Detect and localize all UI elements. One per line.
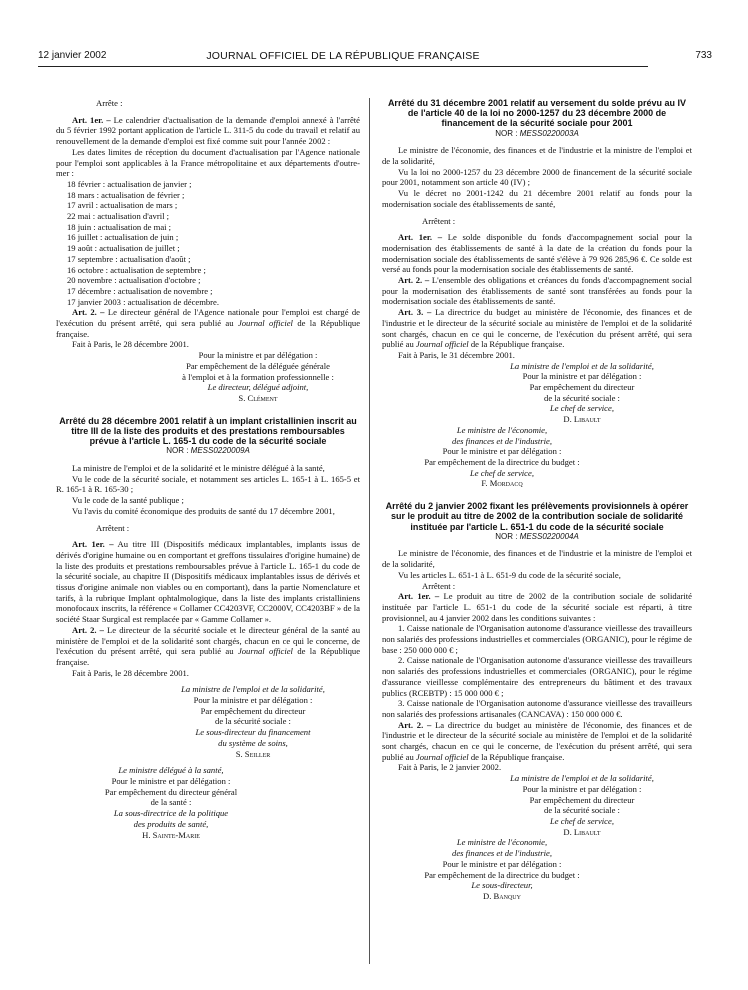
- list-item: 20 novembre : actualisation d'octobre ;: [67, 275, 201, 286]
- list-item: 16 octobre : actualisation de septembre ;: [67, 264, 206, 275]
- list-item: 18 mars : actualisation de février ;: [67, 189, 185, 200]
- page-header: [38, 50, 712, 67]
- nor-reference: NOR : MESS0220003A: [495, 128, 579, 138]
- left-column: Arrête : Art. 1er. – Le calendrier d'actualisation de la demande d'emploi annexé à l'arrêté du 5 février 1992 portant application de l'article L. 311-5 du code du travail et relatif au renouvellement de la demande d'emploi est fixé comme suit pour l'année 2002 : Les dates limites de réception du document d'actualisation par l'Agence nationale pour l'emploi sont applicables à la France métropolitaine et aux départements d'outre-mer : 18 février : actualisation de janvier ; 18 mars : actualisation de février ; 17 avril : actualisation de mars ; 22 mai : actualisation d'avril ; 18 juin : actualisation de mai ; 16 juillet : actualisation de juin ; 19 août : actualisation de juillet ; 17 septembre : actualisation d'août ; 16 octobre : actualisation de septembre ; 20 novembre : actualisation d'octobre ; 17 décembre : actualisation de novembre ; 17 janvier 2003 : actualisation de décembre. Art. 2. – Le directeur général de l'Agence nationale pour l'emploi est chargé de l'exécution du présent arrêté, qui sera publié au Journal officiel de la République française. Fait à Paris, le 28 décembre 2001. Pour la ministre et par délégation : Par empêchement de la déléguée générale à l'emploi et à la formation professionnelle : Le directeur, délégué adjoint, S. Clément Arrêté du 28 décembre 2001 relatif à un implant cristallinien inscrit au titre III de la liste des produits et des prestations remboursables prévue à l'article L. 165-1 du code de la sécurité sociale NOR : MESS0220009A La ministre de l'emploi et de la solidarité et le ministre délégué à la santé, Vu le code de la sécurité sociale, et notamment ses articles L. 165-1 à L. 165-5 et R. 165-1 à R. 165-30 ; Vu le code de la santé publique ; Vu l'avis du comité économique des produits de santé du 17 décembre 2001, Arrêtent : Art. 1er. – Au titre III (Dispositifs médicaux implantables, implants issus de dérivés d'origine humaine ou en comportant et greffons tissulaires d'origine humaine) de la liste des produits et prestations remboursables prévue à l'article L. 165-1 du code de la sécurité sociale, au chapitre II (Dispositifs médicaux implantables issus de dérivés et tissus d'origine animale non viables ou en comportant), dans la partie Nomenclature et tarifs, à la rubrique Implant ophtalmologique, dans la liste des implants cristalliniens monofocaux inscrits, la référence « Collamer CC4203VF, CC2000V, CC4203BF » de la société Staar Surgical est remplacée par « Gamme Collamer ». Art. 2. – Le directeur de la sécurité sociale et le directeur général de la santé au ministère de l'emploi et de la solidarité sont chargés, chacun en ce qui le concerne, de l'exécution du présent arrêté, qui sera publié au Journal officiel de la République française. Fait à Paris, le 28 décembre 2001. La ministre de l'emploi et de la solidarité, Pour la ministre et par délégation : Par empêchement du directeur de la sécurité sociale : Le sous-directeur du financement du système de soins, S. Seiller Le ministre délégué à la santé, Pour le ministre et par délégation : Par empêchement du directeur général de la santé : La sous-directrice de la politique des produits de santé, H. Sainte-Marie: [56, 98, 361, 840]
- header-journal-title: JOURNAL OFFICIEL DE LA RÉPUBLIQUE FRANÇAISE: [206, 50, 480, 62]
- arretent-label: Arrêtent :: [422, 580, 456, 591]
- list-item: 18 février : actualisation de janvier ;: [67, 178, 192, 189]
- list-item: 19 août : actualisation de juillet ;: [67, 243, 180, 254]
- signatory-name: H. Sainte-Marie: [142, 829, 200, 840]
- list-item: 18 juin : actualisation de mai ;: [67, 221, 172, 232]
- article-3: Art. 3. – La directrice du budget au ministère de l'économie, des finances et de l'industrie et le directeur de la sécurité sociale au ministère de l'emploi et de la solidarité sont chargés, chacun en ce qui le concerne, de l'exécution du présent arrêté, qui sera publié au Journal officiel de la République française.: [382, 307, 692, 350]
- dates-list: [56, 179, 360, 307]
- dates-intro: Les dates limites de réception du document d'actualisation par l'Agence nationale pour l'emploi sont applicables à la France métropolitaine et aux départements d'outre-mer :: [56, 146, 360, 179]
- right-column: Arrêté du 31 décembre 2001 relatif au versement du solde prévu au IV de l'article 40 de la loi no 2000-1257 du 23 décembre 2000 de financement de la sécurité sociale pour 2001 NOR : MESS0220003A Le ministre de l'économie, des finances et de l'industrie et la ministre de l'emploi et de la solidarité, Vu la loi no 2000-1257 du 23 décembre 2000 de financement de la sécurité sociale pour 2001, notamment son article 40 (IV) ; Vu le décret no 2001-1242 du 21 décembre 2001 relatif au fonds pour la modernisation sociale des établissements de santé, Arrêtent : Art. 1er. – Le solde disponible du fonds d'accompagnement social pour la modernisation des établissements de santé à la date de la création du fonds pour la modernisation sociale des établissements de santé s'élève à 79 926 285,96 €. Ce solde est versé au fonds pour la modernisation sociale des établissements de santé. Art. 2. – L'ensemble des obligations et créances du fonds d'accompagnement social pour la modernisation des établissements de santé sont transférées au fonds pour la modernisation sociale des établissements de santé. Art. 3. – La directrice du budget au ministère de l'économie, des finances et de l'industrie et le directeur de la sécurité sociale au ministère de l'emploi et de la solidarité sont chargés, chacun en ce qui le concerne, de l'exécution du présent arrêté, qui sera publié au Journal officiel de la République française. Fait à Paris, le 31 décembre 2001. La ministre de l'emploi et de la solidarité, Pour la ministre et par délégation : Par empêchement du directeur de la sécurité sociale : Le chef de service, D. Libault Le ministre de l'économie, des finances et de l'industrie, Pour le ministre et par délégation : Par empêchement de la directrice du budget : Le chef de service, F. Mordacq Arrêté du 2 janvier 2002 fixant les prélèvements provisionnels à opérer sur le produit au titre de 2002 de la contribution sociale de solidarité instituée par l'article L. 651-1 du code de la sécurité sociale NOR : MESS0220004A Le ministre de l'économie, des finances et de l'industrie et la ministre de l'emploi et de la solidarité, Vu les articles L. 651-1 à L. 651-9 du code de la sécurité sociale, Arrêtent : Art. 1er. – Le produit au titre de 2002 de la contribution sociale de solidarité instituée par l'article L. 651-1 du code de la sécurité sociale est réparti, à titre provisionnel, au 4 janvier 2002 dans les conditions suivantes : 1. Caisse nationale de l'Organisation autonome d'assurance vieillesse des travailleurs non salariés des professions industrielles et commerciales (ORGANIC), pour le régime de base : 250 000 000 € ; 2. Caisse nationale de l'Organisation autonome d'assurance vieillesse des travailleurs non salariés des professions industrielles et commerciales (ORGANIC), pour le régime d'assurance vieillesse complémentaire des entrepreneurs du bâtiment et des travaux publics (RCEBTP) : 15 000 000 € ; 3. Caisse nationale de l'Organisation autonome d'assurance vieillesse des travailleurs non salariés des professions artisanales (CANCAVA) : 150 000 000 €. Art. 2. – La directrice du budget au ministère de l'économie, des finances et de l'industrie et le directeur de la sécurité sociale au ministère de l'emploi et de la solidarité sont chargés, chacun en ce qui le concerne, de l'exécution du présent arrêté, qui sera publié au Journal officiel de la République française. Fait à Paris, le 2 janvier 2002. La ministre de l'emploi et de la solidarité, Pour la ministre et par délégation : Par empêchement du directeur de la sécurité sociale : Le chef de service, D. Libault Le ministre de l'économie, des finances et de l'industrie, Pour le ministre et par délégation : Par empêchement de la directrice du budget : Le sous-directeur, D. Banquy: [382, 98, 692, 901]
- header-date: 12 janvier 2002: [38, 50, 107, 61]
- arretent-label: Arrêtent :: [96, 522, 130, 533]
- signatory-name: S. Clément: [238, 392, 278, 403]
- list-item: 3. Caisse nationale de l'Organisation autonome d'assurance vieillesse des travailleurs non salariés des professions artisanales (CANCAVA) : 150 000 000 €.: [382, 698, 692, 719]
- decree-title: Arrêté du 28 décembre 2001 relatif à un implant cristallinien inscrit au titre III de la liste des produits et des prestations remboursables prévue à l'article L. 165-1 du code de la sécurité sociale: [59, 415, 357, 447]
- signatory-name: F. Mordacq: [481, 478, 523, 489]
- header-page-number: 733: [695, 50, 712, 61]
- arrete-label: Arrête :: [96, 98, 123, 108]
- article-2: Art. 2. – Le directeur général de l'Agence nationale pour l'emploi est chargé de l'exécution du présent arrêté, qui sera publié au Journal officiel de la République française.: [56, 307, 361, 339]
- article-2: Art. 2. – Le directeur de la sécurité sociale et le directeur général de la santé au ministère de l'emploi et de la solidarité sont chargés, chacun en ce qui le concerne, de l'exécution du présent arrêté, qui sera publié au Journal officiel de la République française.: [56, 624, 361, 667]
- list-item: 17 septembre : actualisation d'août ;: [67, 253, 191, 264]
- nor-reference: NOR : MESS0220009A: [166, 446, 250, 456]
- signature-block: Pour la ministre et par délégation : Par empêchement de la déléguée générale à l'emploi et à la formation professionnelle : Le directeur, délégué adjoint, S. Clément: [56, 350, 360, 404]
- signature-block: La ministre de l'emploi et de la solidarité, Pour la ministre et par délégation : Par empêchement du directeur de la sécurité sociale : Le chef de service, D. Libault: [382, 773, 692, 837]
- arretent-label: Arrêtent :: [422, 215, 456, 226]
- signatory-name: D. Banquy: [483, 890, 521, 901]
- decree-title: Arrêté du 2 janvier 2002 fixant les prélèvements provisionnels à opérer sur le produit au titre de 2002 de la contribution sociale de solidarité instituée par l'article L. 651-1 du code de la sécurité sociale: [385, 501, 689, 532]
- signature-block: Le ministre de l'économie, des finances et de l'industrie, Pour le ministre et par délégation : Par empêchement de la directrice du budget : Le chef de service, F. Mordacq: [382, 425, 622, 489]
- list-item: 17 avril : actualisation de mars ;: [67, 200, 178, 211]
- signature-block: Le ministre de l'économie, des finances et de l'industrie, Pour le ministre et par délégation : Par empêchement de la directrice du budget : Le sous-directeur, D. Banquy: [382, 837, 622, 901]
- list-item: 2. Caisse nationale de l'Organisation autonome d'assurance vieillesse des travailleurs non salariés des professions industrielles et commerciales (ORGANIC), pour le régime d'assurance vieillesse complémentaire des entrepreneurs du bâtiment et des travaux publics (RCEBTP) : 15 000 000 € ;: [382, 655, 692, 698]
- list-item: 17 janvier 2003 : actualisation de décembre.: [67, 296, 220, 307]
- article-1: Art. 1er. – Au titre III (Dispositifs médicaux implantables, implants issus de dérivés d'origine humaine ou en comportant et greffons tissulaires d'origine humaine) de la liste des produits et prestations remboursables prévue à l'article L. 165-1 du code de la sécurité sociale, au chapitre II (Dispositifs médicaux implantables issus de dérivés et tissus d'origine animale non viables ou en comportant), dans la partie Nomenclature et tarifs, à la rubrique Implant ophtalmologique, dans la liste des implants cristalliniens monofocaux inscrits, la référence « Collamer CC4203VF, CC2000V, CC4203BF » de la société Staar Surgical est remplacée par « Gamme Collamer ».: [56, 539, 360, 625]
- fait-a-paris: Fait à Paris, le 28 décembre 2001.: [72, 339, 189, 350]
- signatory-name: S. Seiller: [235, 748, 271, 759]
- article-1: Art. 1er. – Le calendrier d'actualisation de la demande d'emploi annexé à l'arrêté du 5 février 1992 portant application de l'article L. 311-5 du code du travail et relatif au renouvellement de la demande d'emploi est fixé comme suit pour l'année 2002 :: [56, 114, 360, 147]
- list-item: 17 décembre : actualisation de novembre ;: [67, 285, 213, 296]
- list-item: 1. Caisse nationale de l'Organisation autonome d'assurance vieillesse des travailleurs non salariés des professions industrielles et commerciales (ORGANIC), pour le régime de base : 250 000 000 € ;: [382, 623, 692, 655]
- list-item: 22 mai : actualisation d'avril ;: [67, 211, 170, 222]
- signature-block: La ministre de l'emploi et de la solidarité, Pour la ministre et par délégation : Par empêchement du directeur de la sécurité sociale : Le sous-directeur du financement du système de soins, S. Seiller: [56, 684, 360, 759]
- column-divider: [369, 98, 370, 964]
- list-item: 16 juillet : actualisation de juin ;: [67, 232, 179, 243]
- article-1: Art. 1er. – Le solde disponible du fonds d'accompagnement social pour la modernisation des établissements de santé à la date de la création du fonds pour la modernisation sociale des établissements de santé s'élève à 79 926 285,96 €. Ce solde est versé au fonds pour la modernisation sociale des établissements de santé.: [382, 232, 692, 275]
- nor-reference: NOR : MESS0220004A: [495, 531, 579, 541]
- article-2: Art. 2. – La directrice du budget au ministère de l'économie, des finances et de l'industrie et le directeur de la sécurité sociale au ministère de l'emploi et de la solidarité sont chargés, chacun en ce qui le concerne, de l'exécution du présent arrêté, qui sera publié au Journal officiel de la République française.: [382, 719, 692, 762]
- decree-title: Arrêté du 31 décembre 2001 relatif au versement du solde prévu au IV de l'article 40 de la loi no 2000-1257 du 23 décembre 2000 de financement de la sécurité sociale pour 2001: [387, 98, 687, 129]
- signatory-name: D. Libault: [563, 414, 601, 425]
- signature-block: La ministre de l'emploi et de la solidarité, Pour la ministre et par délégation : Par empêchement du directeur de la sécurité sociale : Le chef de service, D. Libault: [382, 361, 692, 425]
- article-1: Art. 1er. – Le produit au titre de 2002 de la contribution sociale de solidarité instituée par l'article L. 651-1 du code de la sécurité sociale est réparti, à titre provisionnel, au 4 janvier 2002 dans les conditions suivantes :: [382, 591, 692, 623]
- signatory-name: D. Libault: [563, 826, 601, 837]
- article-2: Art. 2. – L'ensemble des obligations et créances du fonds d'accompagnement social pour la modernisation des établissements de santé sont transférées au fonds pour la modernisation sociale des établissements de santé.: [382, 275, 692, 307]
- signature-block: Le ministre délégué à la santé, Pour le ministre et par délégation : Par empêchement du directeur général de la santé : La sous-directrice de la politique des produits de santé, H. Sainte-Marie: [56, 765, 286, 840]
